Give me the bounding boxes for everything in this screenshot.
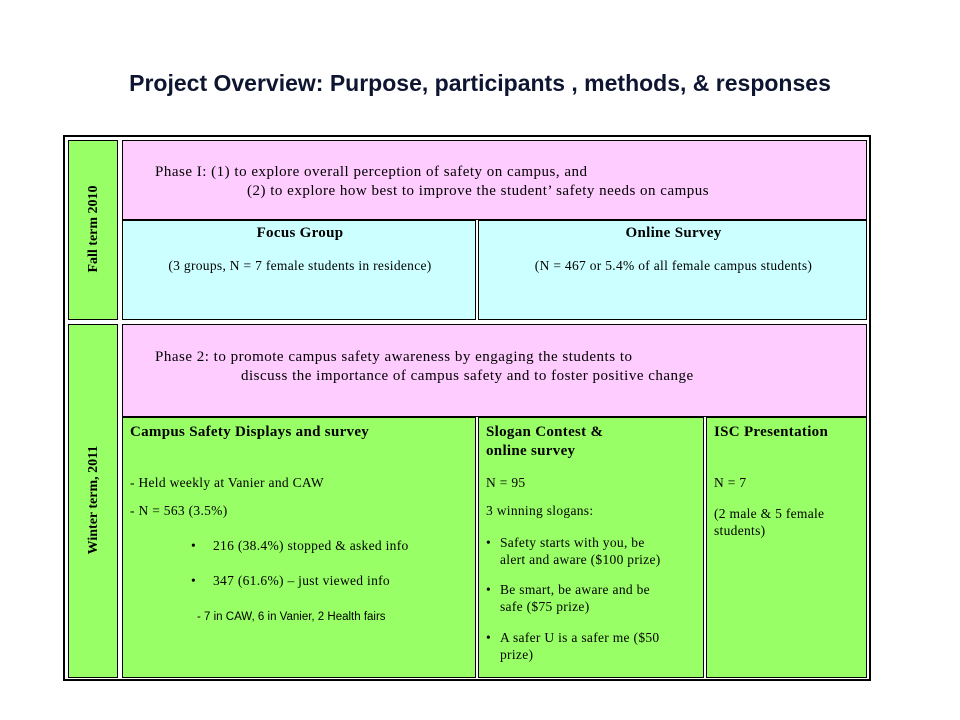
- winter-term-label: Winter term, 2011: [86, 445, 101, 555]
- online-survey-title: Online Survey: [625, 225, 722, 241]
- bullet-1-text: 216 (38.4%) stopped & asked info: [213, 538, 409, 553]
- isc-detail-line-2: students): [714, 523, 766, 538]
- online-survey-box: [478, 220, 867, 320]
- phase-1-line-1: Phase I: (1) to explore overall perception of safety on campus, and: [155, 164, 588, 180]
- slogan-3-line-2: prize): [500, 647, 534, 662]
- slogan-3-text: A safer U is a safer me ($50: [500, 630, 660, 645]
- phase-2-box: [122, 324, 867, 417]
- isc-presentation-box: [706, 417, 867, 678]
- bullet-icon: •: [486, 582, 492, 597]
- bullet-icon: •: [486, 535, 492, 550]
- bullet-2-text: 347 (61.6%) – just viewed info: [213, 573, 390, 588]
- focus-group-detail: (3 groups, N = 7 female students in residence): [168, 258, 432, 273]
- page-title: Project Overview: Purpose, participants , methods, & responses: [129, 70, 831, 96]
- overview-table: [63, 135, 871, 681]
- campus-displays-title: Campus Safety Displays and survey: [130, 424, 370, 440]
- isc-n: N = 7: [714, 475, 747, 490]
- isc-detail-line-1: (2 male & 5 female: [714, 506, 825, 521]
- winter-term-bar: [68, 324, 118, 678]
- slogan-1-text: Safety starts with you, be: [500, 535, 645, 550]
- bullet-icon: •: [486, 630, 492, 645]
- fall-term-bar: [68, 140, 118, 320]
- slogan-contest-box: [478, 417, 704, 678]
- slogan-2-line-1: [486, 582, 650, 598]
- slogan-2-line-2: safe ($75 prize): [500, 599, 590, 614]
- slogan-n: N = 95: [486, 475, 526, 490]
- focus-group-title: Focus Group: [256, 225, 344, 241]
- slogan-1-line-2: alert and aware ($100 prize): [500, 552, 661, 567]
- focus-group-box: [122, 220, 476, 320]
- bullet-icon: •: [191, 573, 197, 588]
- campus-displays-box: [122, 417, 476, 678]
- campus-displays-line-2: - N = 563 (3.5%): [130, 503, 228, 518]
- phase-1-box: [122, 140, 867, 220]
- slogan-title-line-2: online survey: [486, 443, 576, 459]
- campus-displays-bullet-1: [191, 538, 409, 554]
- campus-displays-line-1: - Held weekly at Vanier and CAW: [130, 475, 324, 490]
- online-survey-detail: (N = 467 or 5.4% of all female campus students): [534, 258, 813, 273]
- slogan-title-line-1: Slogan Contest &: [486, 424, 604, 440]
- campus-displays-note: - 7 in CAW, 6 in Vanier, 2 Health fairs: [197, 611, 386, 623]
- slogan-2-text: Be smart, be aware and be: [500, 582, 650, 597]
- phase-2-line-2: discuss the importance of campus safety and to foster positive change: [241, 368, 694, 384]
- phase-1-line-2: (2) to explore how best to improve the student’ safety needs on campus: [247, 183, 710, 199]
- campus-displays-bullet-2: [191, 573, 390, 589]
- isc-title: ISC Presentation: [714, 424, 829, 440]
- phase-2-line-1: Phase 2: to promote campus safety awareness by engaging the students to: [155, 349, 633, 365]
- slogan-3-line-1: [486, 630, 659, 646]
- fall-term-label: Fall term 2010: [86, 185, 101, 273]
- slogan-1-line-1: [486, 535, 645, 551]
- bullet-icon: •: [191, 538, 197, 553]
- slogan-winners: 3 winning slogans:: [486, 503, 594, 518]
